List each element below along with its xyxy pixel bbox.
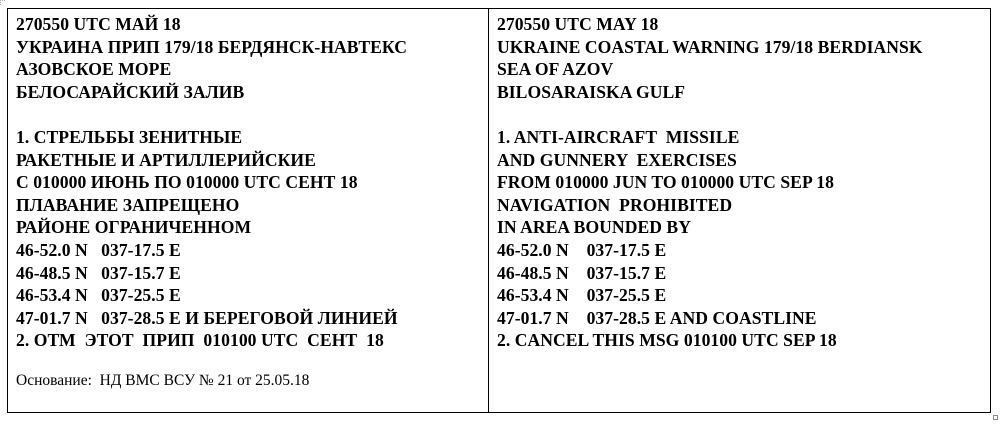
table-move-handle-icon[interactable] [0,0,5,5]
ru-coordinate-line: 46-52.0 N 037-17.5 E [16,239,181,260]
ru-footnote: Основание: НД ВМС ВСУ № 21 от 25.05.18 [16,371,310,389]
ru-body-line: ПЛАВАНИЕ ЗАПРЕЩЕНО [16,194,240,215]
ru-coordinate-line: 46-53.4 N 037-25.5 E [16,285,181,306]
ru-header-line: УКРАИНА ПРИП 179/18 БЕРДЯНСК-НАВТЕКС [16,36,408,57]
english-text-cell[interactable] [489,9,990,412]
en-header-line: BILOSARAISKA GULF [497,81,686,102]
en-cancel-line: 2. CANCEL THIS MSG 010100 UTC SEP 18 [497,330,837,351]
en-body-line: IN AREA BOUNDED BY [497,217,691,238]
russian-text-cell[interactable] [8,9,489,412]
blank-line [497,103,982,126]
blank-line [16,103,480,126]
en-coordinate-line: 47-01.7 N 037-28.5 E AND COASTLINE [497,307,817,328]
ru-coordinate-line: 46-48.5 N 037-15.7 E [16,262,181,283]
ru-body-line: 1. СТРЕЛЬБЫ ЗЕНИТНЫЕ [16,126,243,147]
table-resize-handle-icon[interactable] [993,415,998,420]
en-body-line: AND GUNNERY EXERCISES [497,149,737,170]
warning-table [7,8,991,413]
ru-header-line: БЕЛОСАРАЙСКИЙ ЗАЛИВ [16,81,245,102]
en-body-line: NAVIGATION PROHIBITED [497,194,733,215]
ru-body-line: РАКЕТНЫЕ И АРТИЛЛЕРИЙСКИЕ [16,149,316,170]
en-header-line: SEA OF AZOV [497,59,614,80]
en-body-line: 1. ANTI-AIRCRAFT MISSILE [497,126,740,147]
en-header-line: 270550 UTC MAY 18 [497,14,659,34]
en-header-line: UKRAINE COASTAL WARNING 179/18 BERDIANSK [497,36,923,57]
ru-coordinate-line: 47-01.7 N 037-28.5 E И БЕРЕГОВОЙ ЛИНИЕЙ [16,307,398,328]
ru-body-line: С 010000 ИЮНЬ ПО 010000 UTC СЕНТ 18 [16,172,358,193]
en-coordinate-line: 46-48.5 N 037-15.7 E [497,262,667,283]
ru-header-line: АЗОВСКОЕ МОРЕ [16,59,172,80]
ru-header-line: 270550 UTC МАЙ 18 [16,14,181,34]
en-coordinate-line: 46-53.4 N 037-25.5 E [497,285,667,306]
en-body-line: FROM 010000 JUN TO 010000 UTC SEP 18 [497,172,834,193]
ru-cancel-line: 2. ОТМ ЭТОТ ПРИП 010100 UTC СЕНТ 18 [16,330,384,351]
en-coordinate-line: 46-52.0 N 037-17.5 E [497,239,667,260]
ru-body-line: РАЙОНЕ ОГРАНИЧЕННОМ [16,217,252,238]
